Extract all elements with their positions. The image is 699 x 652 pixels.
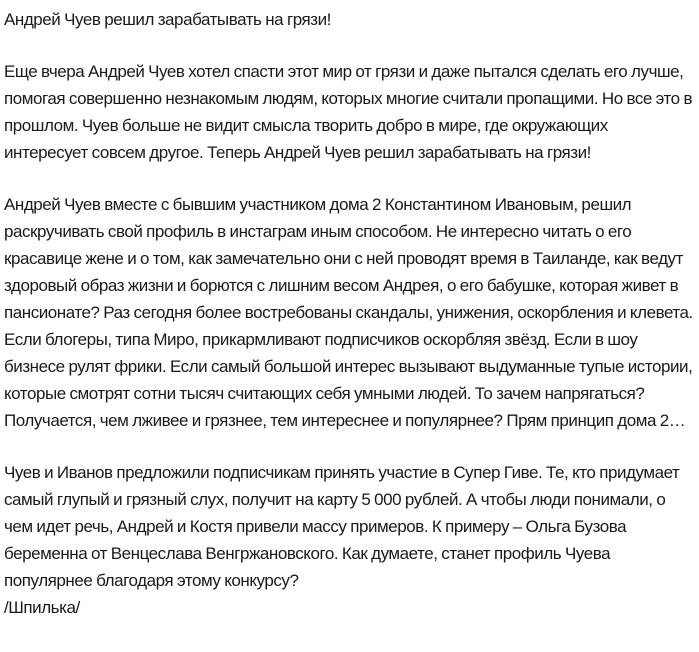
article-paragraph-1: Еще вчера Андрей Чуев хотел спасти этот мир от грязи и даже пытался сделать его лучше, помогая совершенно незнакомым людям, которых многие считали пропащими. Но все это в прошлом. Чуев больше не видит смысла творить добро в мире, где окружающих интересует совсем другое. Теперь Андрей Чуев решил зарабатывать на грязи! [4,62,693,162]
article-paragraph-2: Андрей Чуев вместе с бывшим участником дома 2 Константином Ивановым, решил раскручивать свой профиль в инстаграм иным способом. Не интересно читать о его красавице жене и о том, как замечательно они с ней проводят время в Таиланде, как ведут здоровый образ жизни и борются с лишним весом Андрея, о его бабушке, которая живет в пансионате? Раз сегодня более востребованы скандалы, унижения, оскорбления и клевета. Если блогеры, типа Миро, прикармливают подписчиков оскорбляя звёзд. Если в шоу бизнесе рулят фрики. Если самый большой интерес вызывают выдуманные тупые истории, которые смотрят сотни тысяч считающих себя умными людей. То зачем напрягаться? Получается, чем лживее и грязнее, тем интереснее и популярнее? Прям принцип дома 2… [4,195,693,430]
article-headline: Андрей Чуев решил зарабатывать на грязи! [4,10,331,29]
article-paragraph-3: Чуев и Иванов предложили подписчикам принять участие в Супер Гиве. Те, кто придумает самый глупый и грязный слух, получит на карту 5 000 рублей. А чтобы люди понимали, о чем идет речь, Андрей и Костя привели массу примеров. К примеру – Ольга Бузова беременна от Венцеслава Венгржановского. Как думаете, станет профиль Чуева популярнее благодаря этому конкурсу? [4,463,680,590]
article-signature: /Шпилька/ [4,598,80,617]
